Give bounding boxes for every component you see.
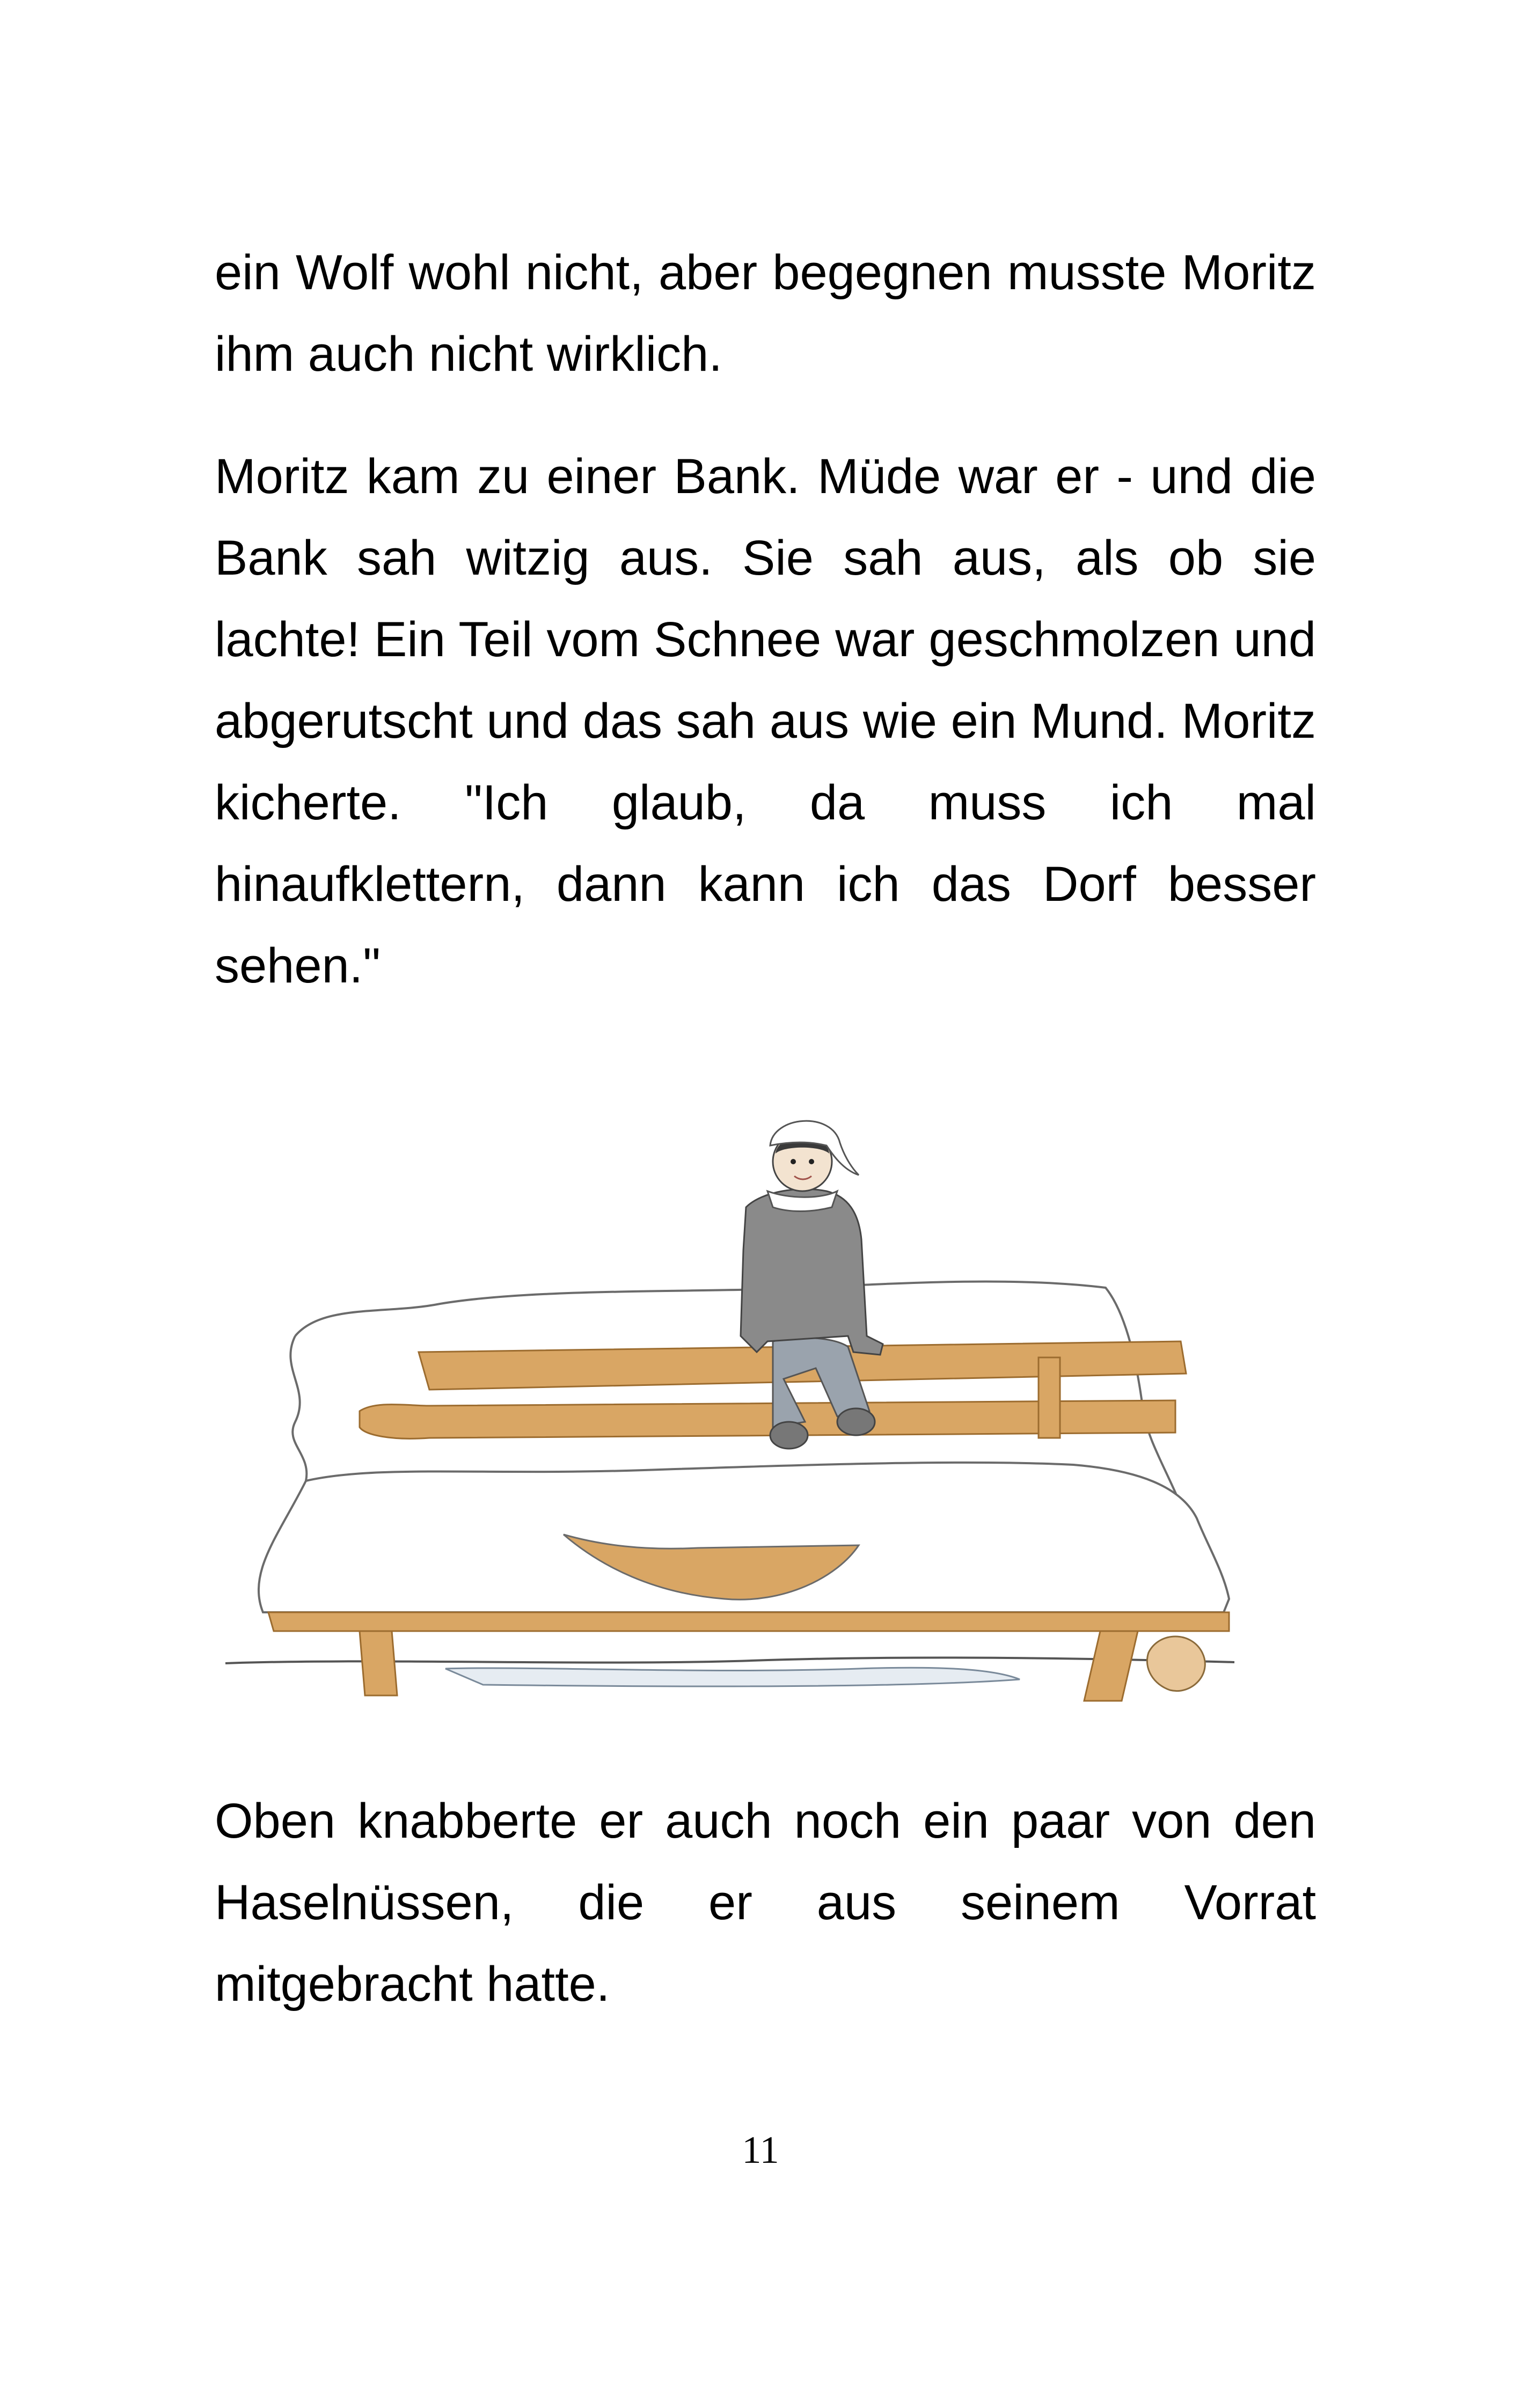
child-figure (741, 1121, 883, 1449)
backrest-post (1039, 1357, 1060, 1438)
seat-board (268, 1612, 1229, 1631)
paragraph-3: Oben knabberte er auch noch ein paar von den Haselnüssen, die er aus seinem Vorrat mitgebracht hatte. (215, 1794, 1316, 2011)
snow-left-edge (290, 1336, 306, 1481)
hazelnut-sketch (1147, 1636, 1205, 1691)
under-snow (445, 1668, 1020, 1686)
bench-leg-left (360, 1631, 397, 1695)
paragraph-2: Moritz kam zu einer Bank. Müde war er - und die Bank sah witzig aus. Sie sah aus, als ob sie lachte! Ein Teil vom Schnee war geschmolzen und abgerutscht und das sah aus wie ein Mund. Moritz kicherte. "Ich glaub, da muss ich mal hinaufklettern, dann kann ich das Dorf besser sehen." (215, 449, 1316, 993)
bench-leg-right (1084, 1631, 1138, 1701)
paragraph-1: ein Wolf wohl nicht, aber begegnen musste Moritz ihm auch nicht wirklich. (215, 245, 1316, 381)
page-number: 11 (742, 2128, 779, 2171)
bench-illustration (215, 1036, 1272, 1749)
